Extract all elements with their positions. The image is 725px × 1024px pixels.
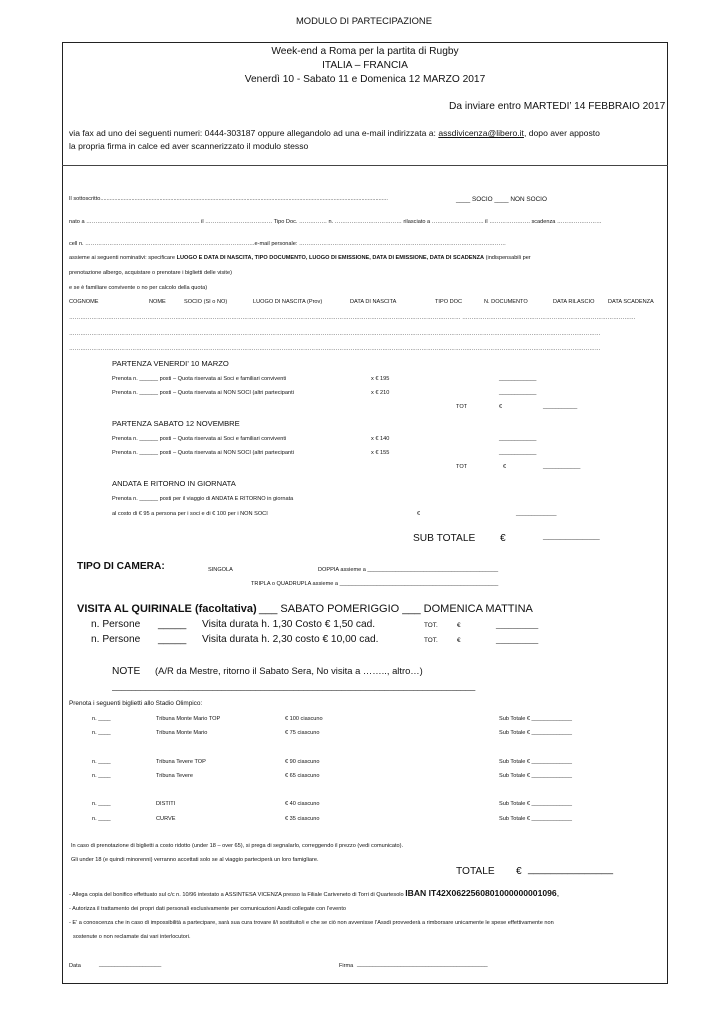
quirinale-row1-tot-blank[interactable]: __________: [496, 620, 539, 629]
tickets-note1: In caso di prenotazione di biglietti a costo ridotto (under 18 – over 65), si prega di segnalarlo, correggendo il prezzo (vedi comunicato).: [71, 843, 404, 849]
totale-label: TOTALE: [456, 866, 495, 877]
column-luogo: LUOGO DI NASCITA (Prov): [253, 299, 323, 305]
sabato-row2[interactable]: Prenota n. ______ posti – Quota riservata ai NON SOCI (altri partecipanti: [112, 450, 294, 456]
quirinale-row2-tot: TOT.: [424, 637, 438, 644]
andata-row2: al costo di € 95 a persona per i soci e di € 100 per i NON SOCI: [112, 511, 268, 517]
ticket-row-n[interactable]: n. ____: [92, 716, 111, 722]
camera-tripla[interactable]: TRIPLA o QUADRUPLA assieme a ___________________________________________________: [251, 581, 499, 587]
assieme-c: (indispensabili per: [484, 255, 531, 261]
privacy-line: - Autorizza il trattamento dei propri dati personali esclusivamente per comunicazioni Assdi collegate con l’evento: [69, 906, 347, 912]
camera-singola[interactable]: SINGOLA: [208, 567, 233, 573]
venerdi-tot-blank[interactable]: ___________: [543, 404, 578, 410]
camera-title: TIPO DI CAMERA:: [77, 561, 165, 572]
quirinale-row2-tot-blank[interactable]: __________: [496, 635, 539, 644]
ticket-row-sub[interactable]: Sub Totale € _____________: [499, 801, 572, 807]
totale-blank[interactable]: _______________: [528, 864, 613, 875]
venerdi-tot: TOT: [456, 404, 468, 410]
camera-doppia[interactable]: DOPPIA assieme a __________________________________________: [318, 567, 499, 573]
tickets-note2: Gli under 18 (e quindi minorenni) verranno accettati solo se al viaggio parteciperà un loro famigliare.: [71, 857, 319, 863]
quirinale-row1-blank[interactable]: _____: [158, 619, 187, 630]
subtotal-label: SUB TOTALE: [413, 533, 476, 544]
bonifico-text: - Allega copia del bonifico effettuato sul c/c n. 10/96 intestato a ASSINTESA VICENZA presso la Filiale Cariveneto di Torri di Quartesolo: [69, 892, 406, 898]
column-tipo-doc: TIPO DOC: [435, 299, 463, 305]
firma-label: Firma: [339, 963, 354, 969]
ticket-row-price: € 35 ciascuno: [285, 816, 320, 822]
form-title: MODULO DI PARTECIPAZIONE: [296, 15, 432, 26]
quirinale-row1-euro: €: [457, 622, 461, 629]
sabato-row1-price: x € 140: [371, 436, 390, 442]
familiare-line: e se è familiare convivente o no per calcolo della quota): [69, 285, 208, 291]
firma-field[interactable]: __________________________________________: [357, 962, 488, 968]
event-title: Week-end a Roma per la partita di Rugby: [271, 46, 459, 57]
quirinale-title: VISITA AL QUIRINALE (facoltativa): [77, 603, 257, 615]
assieme-a: assieme ai seguenti nominativi: specificare: [69, 255, 177, 261]
data-label: Data: [69, 963, 81, 969]
ticket-row-name: DISTITI: [156, 801, 176, 807]
tickets-intro: Prenota i seguenti biglietti allo Stadio Olimpico:: [69, 700, 203, 707]
venerdi-row2[interactable]: Prenota n. ______ posti – Quota riservata ai NON SOCI (altri partecipanti: [112, 390, 294, 396]
andata-euro: €: [417, 511, 421, 517]
note-text: (A/R da Mestre, ritorno il Sabato Sera, No visita a …….., altro…): [155, 665, 423, 676]
dotted-row-2[interactable]: ……………………………………………………………………………………………………………………………………………………………………………………………………………………………………………………………: [69, 331, 601, 337]
sabato-tot: TOT: [456, 464, 468, 470]
data-field[interactable]: ____________________: [99, 962, 162, 968]
impossibility-line1: - E’ a conoscenza che in caso di impossibilità a partecipare, sarà sua cura trovare il/i sostituito/i e che se ciò non avvenisse l’Assdi provvederà a rimborsare unicamente le spese effettivamente non: [69, 920, 554, 926]
andata-blank[interactable]: _____________: [516, 511, 557, 517]
ticket-row-price: € 40 ciascuno: [285, 801, 320, 807]
instructions-prefix: via fax ad uno dei seguenti numeri: 0444-303187 oppure allegandolo ad una e-mail indirizzata a:: [69, 128, 439, 138]
nato-field[interactable]: nato a ……………………………………………………. il ……………………………… Tipo Doc. …………… n. ……………………………… rilasciato a ………………………. il …………………. scadenza ……………………: [69, 219, 602, 225]
column-data-nascita: DATA DI NASCITA: [350, 299, 397, 305]
sabato-euro: €: [503, 464, 507, 470]
sabato-row1[interactable]: Prenota n. ______ posti – Quota riservata ai Soci e familiari conviventi: [112, 436, 287, 442]
ticket-row-n[interactable]: n. ____: [92, 816, 111, 822]
subtotal-euro: €: [500, 533, 506, 544]
instructions-suffix: , dopo aver apposto: [523, 128, 600, 138]
ticket-row-n[interactable]: n. ____: [92, 730, 111, 736]
iban-comma: ,: [556, 888, 560, 898]
andata-row1[interactable]: Prenota n. ______ posti per il viaggio di ANDATA E RITORNO in giornata: [112, 496, 294, 502]
instructions: [69, 128, 600, 138]
sabato-row1-blank[interactable]: ____________: [499, 436, 537, 442]
note-line[interactable]: ____________________________________________________________________________: [112, 681, 476, 691]
venerdi-euro: €: [499, 404, 503, 410]
quirinale-row1-desc: Visita durata h. 1,30 Costo € 1,50 cad.: [202, 619, 376, 630]
totale-euro: €: [516, 866, 522, 877]
subtotal-blank[interactable]: __________: [543, 530, 600, 541]
ticket-row-name: Tribuna Tevere: [156, 773, 194, 779]
venerdi-row1-price: x € 195: [371, 376, 390, 382]
instructions-line2: la propria firma in calce ed aver scannerizzato il modulo stesso: [69, 141, 309, 151]
header-divider: [62, 165, 668, 166]
ticket-row-price: € 100 ciascuno: [285, 716, 323, 722]
bonifico-line: [69, 888, 559, 898]
sottoscritto-field[interactable]: Il sottoscritto.........................................................................................................................................................................................: [69, 196, 388, 202]
quirinale-options[interactable]: ___ SABATO POMERIGGIO ___ DOMENICA MATTINA: [259, 603, 533, 615]
venerdi-title: PARTENZA VENERDI’ 10 MARZO: [112, 359, 229, 368]
iban: IBAN IT42X0622560801000000001096: [405, 888, 557, 898]
column-data-scadenza: DATA SCADENZA: [608, 299, 654, 305]
ticket-row-sub[interactable]: Sub Totale € _____________: [499, 773, 572, 779]
sabato-title: PARTENZA SABATO 12 NOVEMBRE: [112, 419, 240, 428]
ticket-row-sub[interactable]: Sub Totale € _____________: [499, 730, 572, 736]
column-n-documento: N. DOCUMENTO: [484, 299, 528, 305]
ticket-row-n[interactable]: n. ____: [92, 773, 111, 779]
quirinale-row1-tot: TOT.: [424, 622, 438, 629]
quirinale-row1-label: n. Persone: [91, 619, 141, 630]
ticket-row-name: Tribuna Monte Mario TOP: [156, 716, 221, 722]
sabato-row2-price: x € 155: [371, 450, 390, 456]
ticket-row-name: Tribuna Monte Mario: [156, 730, 208, 736]
quirinale-row2-blank[interactable]: _____: [158, 634, 187, 645]
note-label: NOTE: [112, 666, 141, 677]
email-link[interactable]: assdivicenza@libero.it: [438, 128, 524, 138]
ticket-row-price: € 90 ciascuno: [285, 759, 320, 765]
column-cognome: COGNOME: [69, 299, 99, 305]
andata-title: ANDATA E RITORNO IN GIORNATA: [112, 479, 236, 488]
ticket-row-name: Tribuna Tevere TOP: [156, 759, 206, 765]
column-data-rilascio: DATA RILASCIO: [553, 299, 595, 305]
ticket-row-sub[interactable]: Sub Totale € _____________: [499, 816, 572, 822]
column-nome: NOME: [149, 299, 166, 305]
sabato-row2-blank[interactable]: ____________: [499, 450, 537, 456]
column-socio: SOCIO (SI o NO): [184, 299, 228, 305]
event-dates: Venerdì 10 - Sabato 11 e Domenica 12 MARZO 2017: [244, 74, 486, 85]
assieme-b: LUOGO E DATA DI NASCITA, TIPO DOCUMENTO, LUOGO DI EMISSIONE, DATA DI EMISSIONE, DATA DI SCADENZA: [176, 255, 485, 261]
venerdi-row2-blank[interactable]: ____________: [499, 390, 537, 396]
assieme-line2: prenotazione albergo, acquistare o prenotare i biglietti delle visite): [69, 270, 232, 276]
ticket-row-sub[interactable]: Sub Totale € _____________: [499, 759, 572, 765]
dotted-row-3[interactable]: ……………………………………………………………………………………………………………………………………………………………………………………………………………………………………………………………: [69, 346, 601, 352]
dotted-row-1[interactable]: ………………………………………………………………………………………………………………………………………………………………………………………… …………………………………………………………………………………: [69, 315, 636, 321]
venerdi-row1[interactable]: Prenota n. ______ posti – Quota riservata ai Soci e familiari conviventi: [112, 376, 287, 382]
socio-choice[interactable]: ____ SOCIO ____ NON SOCIO: [456, 196, 547, 203]
ticket-row-name: CURVE: [156, 816, 176, 822]
cell-field[interactable]: cell n. ……………………………………………………………………………….e-mail personale: …………………………………………………………………………………………………: [69, 241, 506, 247]
deadline: Da inviare entro MARTEDI’ 14 FEBBRAIO 2017: [449, 101, 666, 112]
ticket-row-n[interactable]: n. ____: [92, 759, 111, 765]
quirinale-row2-label: n. Persone: [91, 634, 141, 645]
quirinale-row2-desc: Visita durata h. 2,30 costo € 10,00 cad.: [202, 634, 379, 645]
sabato-tot-blank[interactable]: ____________: [543, 464, 581, 470]
ticket-row-sub[interactable]: Sub Totale € _____________: [499, 716, 572, 722]
ticket-row-n[interactable]: n. ____: [92, 801, 111, 807]
venerdi-row2-price: x € 210: [371, 390, 390, 396]
quirinale-row2-euro: €: [457, 637, 461, 644]
impossibility-line2: sostenute o non reclamate dai vari interlocutori.: [73, 934, 191, 940]
venerdi-row1-blank[interactable]: ____________: [499, 376, 537, 382]
ticket-row-price: € 65 ciascuno: [285, 773, 320, 779]
event-subtitle: ITALIA – FRANCIA: [322, 60, 408, 71]
assieme-text: [69, 255, 665, 261]
ticket-row-price: € 75 ciascuno: [285, 730, 320, 736]
